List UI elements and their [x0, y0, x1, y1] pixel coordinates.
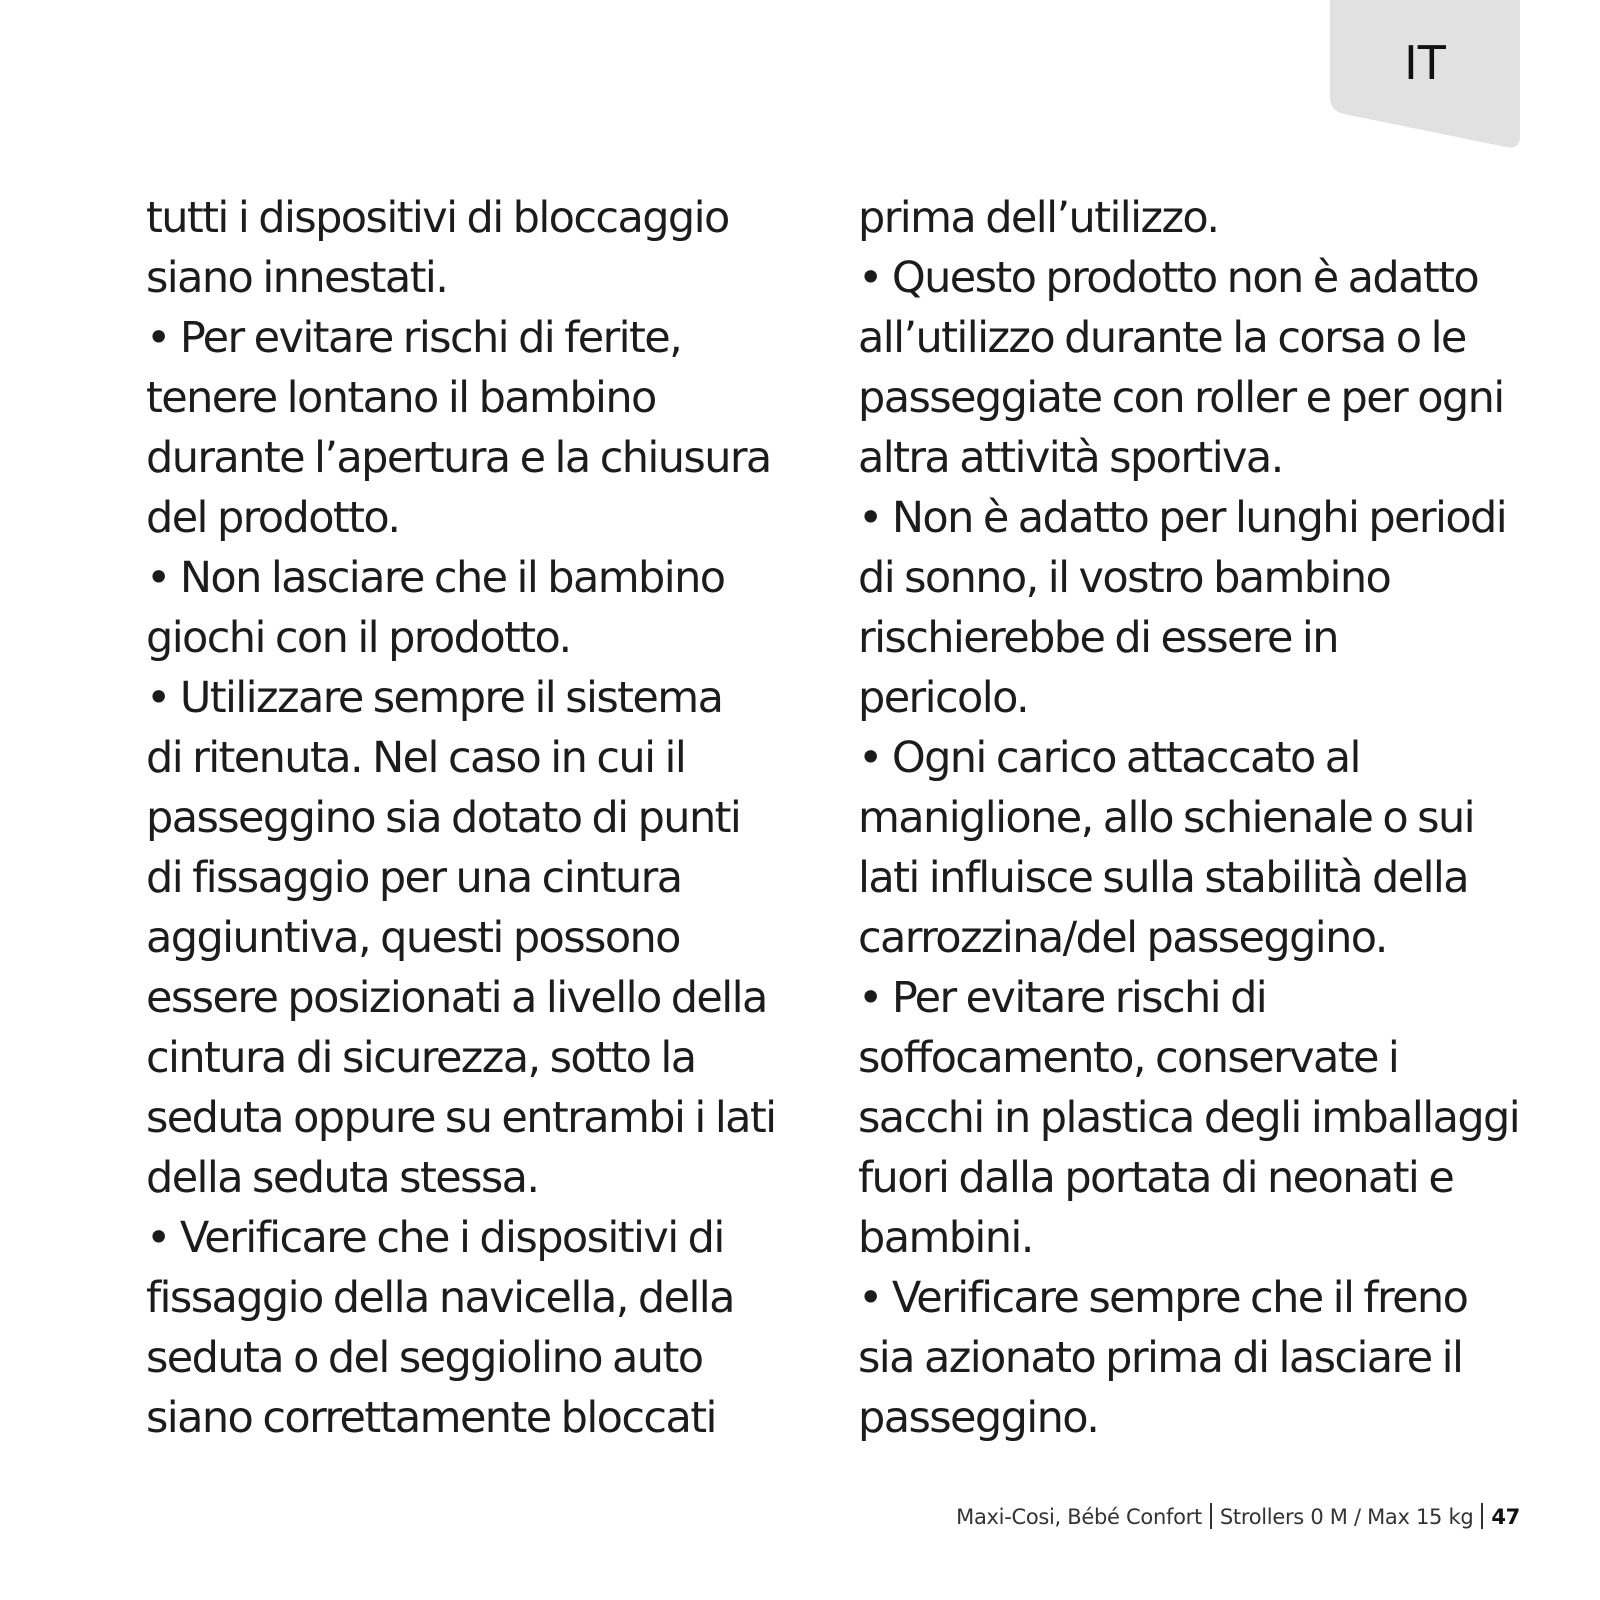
footer-product: Strollers 0 M / Max 15 kg [1219, 1505, 1474, 1529]
text-line: tenere lontano il bambino [146, 373, 656, 423]
language-label: IT [1404, 36, 1446, 90]
text-line: fuori dalla portata di neonati e [858, 1153, 1454, 1203]
text-line: • Verificare sempre che il freno [858, 1273, 1468, 1323]
text-line: carrozzina/del passeggino. [858, 913, 1387, 963]
text-line: rischierebbe di essere in [858, 613, 1338, 663]
text-line: durante l’apertura e la chiusura [146, 433, 771, 483]
text-line: • Per evitare rischi di [858, 973, 1267, 1023]
text-line: di fissaggio per una cintura [146, 853, 682, 903]
text-line: di sonno, il vostro bambino [858, 553, 1391, 603]
text-line: • Questo prodotto non è adatto [858, 253, 1479, 303]
text-line: passeggino sia dotato di punti [146, 793, 741, 843]
page-footer [956, 1503, 1520, 1529]
text-line: soffocamento, conservate i [858, 1033, 1399, 1083]
text-line: all’utilizzo durante la corsa o le [858, 313, 1466, 363]
text-line: sia azionato prima di lasciare il [858, 1333, 1463, 1383]
text-line: pericolo. [858, 673, 1029, 723]
text-line: seduta o del seggiolino auto [146, 1333, 703, 1383]
text-line: maniglione, allo schienale o sui [858, 793, 1474, 843]
text-line: • Per evitare rischi di ferite, [146, 313, 682, 363]
text-line: tutti i dispositivi di bloccaggio [146, 193, 729, 243]
text-line: cintura di sicurezza, sotto la [146, 1033, 696, 1083]
text-line: prima dell’utilizzo. [858, 193, 1219, 243]
text-line: di ritenuta. Nel caso in cui il [146, 733, 686, 783]
footer-separator [1481, 1503, 1483, 1529]
text-line: sacchi in plastica degli imballaggi [858, 1093, 1520, 1143]
text-line: giochi con il prodotto. [146, 613, 571, 663]
text-line: essere posizionati a livello della [146, 973, 767, 1023]
text-line: • Utilizzare sempre il sistema [146, 673, 723, 723]
right-text-column [858, 188, 1548, 1448]
footer-separator [1210, 1503, 1212, 1529]
text-line: • Non lasciare che il bambino [146, 553, 725, 603]
left-text-column [146, 188, 806, 1448]
text-line: • Verificare che i dispositivi di [146, 1213, 724, 1263]
text-line: della seduta stessa. [146, 1153, 539, 1203]
text-line: passeggiate con roller e per ogni [858, 373, 1504, 423]
text-line: seduta oppure su entrambi i lati [146, 1093, 776, 1143]
page-number: 47 [1491, 1505, 1520, 1529]
text-line: bambini. [858, 1213, 1033, 1263]
language-tab [1330, 0, 1520, 150]
text-line: aggiuntiva, questi possono [146, 913, 680, 963]
footer-brand: Maxi-Cosi, Bébé Confort [956, 1505, 1202, 1529]
text-line: siano correttamente bloccati [146, 1393, 716, 1443]
text-line: • Non è adatto per lunghi periodi [858, 493, 1507, 543]
text-line: altra attività sportiva. [858, 433, 1283, 483]
text-line: fissaggio della navicella, della [146, 1273, 734, 1323]
text-line: del prodotto. [146, 493, 400, 543]
text-line: passeggino. [858, 1393, 1099, 1443]
text-line: siano innestati. [146, 253, 448, 303]
text-line: lati influisce sulla stabilità della [858, 853, 1469, 903]
text-line: • Ogni carico attaccato al [858, 733, 1360, 783]
